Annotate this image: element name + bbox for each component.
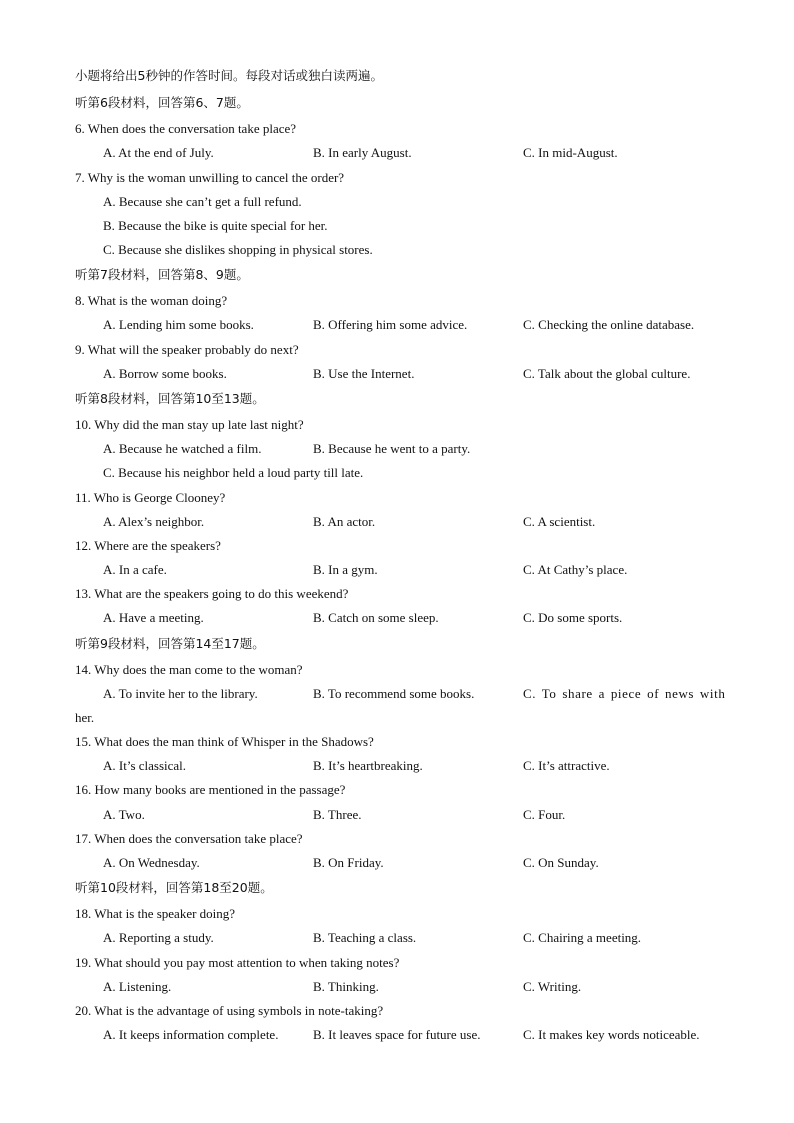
question-8-option-c: C. Checking the online database. xyxy=(523,317,695,332)
question-7-option-c: C. Because she dislikes shopping in physical stores. xyxy=(103,242,373,257)
question-17: 17. When does the conversation take place? xyxy=(75,831,303,846)
question-7-option-b: B. Because the bike is quite special for her. xyxy=(103,218,328,233)
question-20: 20. What is the advantage of using symbols in note-taking? xyxy=(75,1003,384,1018)
question-18: 18. What is the speaker doing? xyxy=(75,906,236,921)
question-20-option-a: A. It keeps information complete. xyxy=(103,1027,279,1042)
question-16-option-b: B. Three. xyxy=(313,807,362,822)
question-9-option-b: B. Use the Internet. xyxy=(313,366,415,381)
question-11: 11. Who is George Clooney? xyxy=(75,490,226,505)
question-6-option-a: A. At the end of July. xyxy=(103,145,214,160)
question-9: 9. What will the speaker probably do next? xyxy=(75,342,299,357)
question-13-option-c: C. Do some sports. xyxy=(523,610,623,625)
question-10-option-a: A. Because he watched a film. xyxy=(103,441,262,456)
question-20-option-c: C. It makes key words noticeable. xyxy=(523,1027,700,1042)
section-heading-8: 听第8段材料，回答第10至13题。 xyxy=(75,391,265,406)
question-7: 7. Why is the woman unwilling to cancel the order? xyxy=(75,170,345,185)
question-11-option-c: C. A scientist. xyxy=(523,514,596,529)
question-12-option-a: A. In a cafe. xyxy=(103,562,167,577)
question-6-option-b: B. In early August. xyxy=(313,145,412,160)
question-14-option-b: B. To recommend some books. xyxy=(313,686,475,701)
question-9-option-a: A. Borrow some books. xyxy=(103,366,227,381)
question-19-option-c: C. Writing. xyxy=(523,979,582,994)
question-16: 16. How many books are mentioned in the passage? xyxy=(75,782,346,797)
question-13-option-b: B. Catch on some sleep. xyxy=(313,610,439,625)
question-10-option-c: C. Because his neighbor held a loud party till late. xyxy=(103,465,364,480)
question-18-option-c: C. Chairing a meeting. xyxy=(523,930,642,945)
question-17-option-a: A. On Wednesday. xyxy=(103,855,200,870)
question-9-option-c: C. Talk about the global culture. xyxy=(523,366,691,381)
question-8-option-a: A. Lending him some books. xyxy=(103,317,254,332)
question-15-option-c: C. It’s attractive. xyxy=(523,758,610,773)
question-12: 12. Where are the speakers? xyxy=(75,538,221,553)
question-6-option-c: C. In mid-August. xyxy=(523,145,618,160)
question-10-option-b: B. Because he went to a party. xyxy=(313,441,471,456)
question-18-option-a: A. Reporting a study. xyxy=(103,930,214,945)
question-16-option-a: A. Two. xyxy=(103,807,145,822)
question-10: 10. Why did the man stay up late last night? xyxy=(75,417,304,432)
question-20-option-b: B. It leaves space for future use. xyxy=(313,1027,481,1042)
question-14-option-c-continuation: her. xyxy=(75,710,95,725)
question-15-option-b: B. It’s heartbreaking. xyxy=(313,758,423,773)
question-11-option-b: B. An actor. xyxy=(313,514,376,529)
question-19-option-a: A. Listening. xyxy=(103,979,172,994)
question-13-option-a: A. Have a meeting. xyxy=(103,610,204,625)
question-19: 19. What should you pay most attention to when taking notes? xyxy=(75,955,400,970)
instructions-text: 小题将给出5秒钟的作答时间。每段对话或独白读两遍。 xyxy=(75,68,383,83)
question-12-option-b: B. In a gym. xyxy=(313,562,378,577)
section-heading-9: 听第9段材料，回答第14至17题。 xyxy=(75,636,265,651)
question-14-option-a: A. To invite her to the library. xyxy=(103,686,258,701)
question-16-option-c: C. Four. xyxy=(523,807,566,822)
section-heading-6: 听第6段材料，回答第6、7题。 xyxy=(75,95,249,110)
question-13: 13. What are the speakers going to do this weekend? xyxy=(75,586,349,601)
question-7-option-a: A. Because she can’t get a full refund. xyxy=(103,194,302,209)
question-11-option-a: A. Alex’s neighbor. xyxy=(103,514,205,529)
question-17-option-c: C. On Sunday. xyxy=(523,855,599,870)
question-12-option-c: C. At Cathy’s place. xyxy=(523,562,628,577)
question-15: 15. What does the man think of Whisper in the Shadows? xyxy=(75,734,374,749)
question-6: 6. When does the conversation take place? xyxy=(75,121,297,136)
section-heading-7: 听第7段材料，回答第8、9题。 xyxy=(75,267,249,282)
section-heading-10: 听第10段材料，回答第18至20题。 xyxy=(75,880,273,895)
question-14-option-c: C. To share a piece of news with xyxy=(523,686,726,701)
question-8: 8. What is the woman doing? xyxy=(75,293,228,308)
question-8-option-b: B. Offering him some advice. xyxy=(313,317,468,332)
question-15-option-a: A. It’s classical. xyxy=(103,758,187,773)
question-19-option-b: B. Thinking. xyxy=(313,979,379,994)
question-18-option-b: B. Teaching a class. xyxy=(313,930,417,945)
question-17-option-b: B. On Friday. xyxy=(313,855,384,870)
question-14: 14. Why does the man come to the woman? xyxy=(75,662,303,677)
